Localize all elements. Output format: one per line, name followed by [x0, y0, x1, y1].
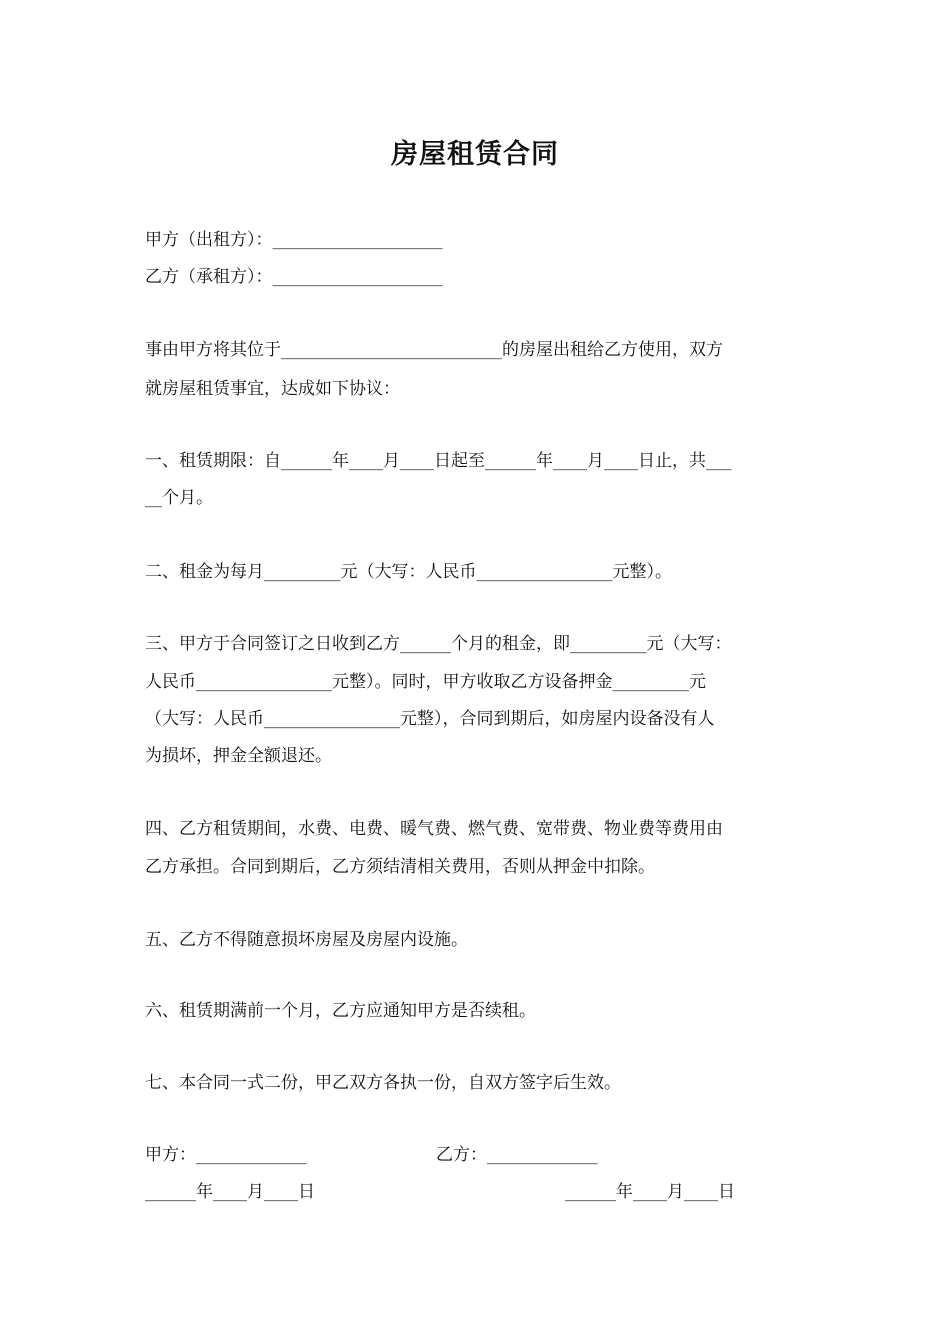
clause-1-line-2: __个月。 [145, 488, 213, 508]
clause-3-line-3: （大写：人民币________________元整），合同到期后，如房屋内设备没有人 [145, 709, 715, 729]
party-a-date-line: ______年____月____日 [145, 1182, 315, 1202]
clause-3-line-2: 人民币________________元整）。同时，甲方收取乙方设备押金_________元 [145, 672, 706, 692]
clause-6-line: 六、租赁期满前一个月，乙方应通知甲方是否续租。 [145, 1001, 536, 1021]
party-a-signature-line: 甲方：_____________ [145, 1145, 307, 1165]
clause-4-line-2: 乙方承担。合同到期后，乙方须结清相关费用，否则从押金中扣除。 [145, 857, 655, 877]
clause-1-line-1: 一、租赁期限：自______年____月____日起至______年____月____日止，共___ [145, 451, 732, 471]
party-a-line: 甲方（出租方）：____________________ [145, 230, 443, 250]
party-b-date-line: ______年____月____日 [565, 1182, 735, 1202]
clause-5-line: 五、乙方不得随意损坏房屋及房屋内设施。 [145, 930, 468, 950]
clause-3-line-1: 三、甲方于合同签订之日收到乙方______个月的租金，即_________元（大写： [145, 634, 732, 654]
page-title: 房屋租赁合同 [391, 139, 559, 170]
intro-line-2: 就房屋租赁事宜，达成如下协议： [145, 379, 400, 399]
clause-3-line-4: 为损坏，押金全额退还。 [145, 746, 332, 766]
intro-line-1: 事由甲方将其位于__________________________的房屋出租给乙方使用，双方 [145, 340, 723, 360]
party-b-signature-line: 乙方：_____________ [436, 1145, 598, 1165]
clause-2-line: 二、租金为每月_________元（大写：人民币________________元整）。 [145, 562, 672, 582]
clause-4-line-1: 四、乙方租赁期间，水费、电费、暖气费、燃气费、宽带费、物业费等费用由 [145, 819, 723, 839]
party-b-line: 乙方（承租方）：____________________ [145, 267, 443, 287]
clause-7-line: 七、本合同一式二份，甲乙双方各执一份，自双方签字后生效。 [145, 1073, 621, 1093]
